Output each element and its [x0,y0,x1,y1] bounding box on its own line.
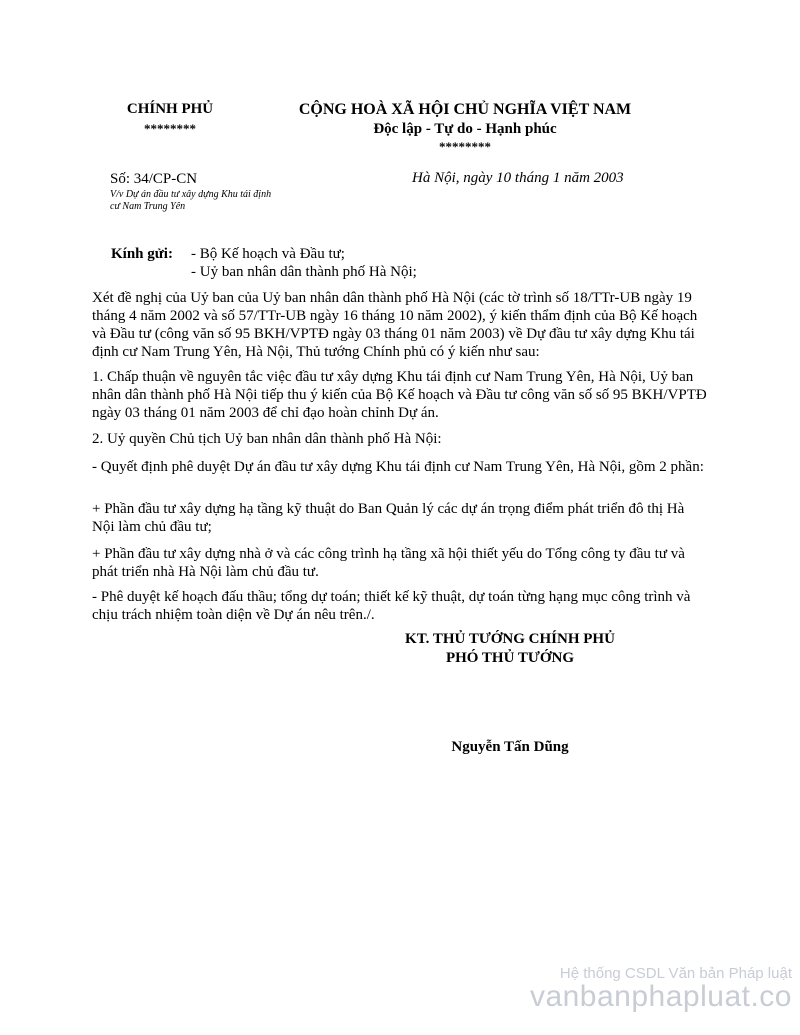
body-paragraph: - Phê duyệt kế hoạch đấu thầu; tổng dự toán; thiết kế kỹ thuật, dự toán từng hạng mục công trình và chịu trách nhiệm toàn diện về Dự án nêu trên./. [92,589,691,623]
signature-position: PHÓ THỦ TƯỚNG [445,650,575,666]
body-paragraph: - Quyết định phê duyệt Dự án đầu tư xây dựng Khu tái định cư Nam Trung Yên, Hà Nội, gồm 2 phần: [92,459,704,475]
signer-name: Nguyễn Tấn Dũng [451,739,569,755]
recipient-item: - Uỷ ban nhân dân thành phố Hà Nội; [191,264,417,280]
issuer-name: CHÍNH PHỦ [126,101,214,117]
issuer-stars: ******** [144,121,196,136]
body-paragraph: + Phần đầu tư xây dựng hạ tầng kỹ thuật do Ban Quản lý các dự án trọng điểm phát triển đô thị Hà Nội làm chủ đầu tư; [92,501,685,535]
subject-line-1: V/v Dự án đầu tư xây dựng Khu tái định [110,189,272,200]
body-paragraph: + Phần đầu tư xây dựng nhà ở và các công trình hạ tầng xã hội thiết yếu do Tổng công ty đầu tư và phát triển nhà Hà Nội làm chủ đầu tư. [92,546,685,580]
national-title: CỘNG HOÀ XÃ HỘI CHỦ NGHĨA VIỆT NAM [298,101,632,118]
recipients-label: Kính gửi: [111,246,173,262]
signature-title: KT. THỦ TƯỚNG CHÍNH PHỦ [405,631,615,647]
body-paragraph: 2. Uỷ quyền Chủ tịch Uỷ ban nhân dân thành phố Hà Nội: [92,431,442,447]
body-paragraph: 1. Chấp thuận về nguyên tắc việc đầu tư xây dựng Khu tái định cư Nam Trung Yên, Hà Nội, Uỷ ban nhân dân thành phố Hà Nội tiếp thu ý kiến của Bộ Kế hoạch và Đầu tư công văn số số 95 BKH/VPTĐ ngày 03 tháng 01 năm 2003 để chỉ đạo hoàn chỉnh Dự án. [92,369,707,421]
document-number: Số: 34/CP-CN [110,171,198,187]
watermark-site: vanbanphapluat.co [529,980,792,1013]
watermark-caption: Hệ thống CSDL Văn bản Pháp luật [559,965,792,982]
body-paragraph: Xét đề nghị của Uỷ ban của Uỷ ban nhân dân thành phố Hà Nội (các tờ trình số 18/TTr-UB ngày 19 tháng 4 năm 2002 và số 57/TTr-UB ngày 16 tháng 10 năm 2002), ý kiến thẩm định của Bộ Kế hoạch và Đầu tư (công văn số 95 BKH/VPTĐ ngày 03 tháng 01 năm 2003) về Dự đầu tư xây dựng Khu tái định cư Nam Trung Yên, Hà Nội, Thủ tướng Chính phủ có ý kiến như sau: [92,290,698,360]
motto-stars: ******** [439,139,491,154]
place-date: Hà Nội, ngày 10 tháng 1 năm 2003 [412,170,624,186]
subject-line-2: cư Nam Trung Yên [110,201,186,212]
recipient-item: - Bộ Kế hoạch và Đầu tư; [191,246,345,262]
national-motto: Độc lập - Tự do - Hạnh phúc [373,121,557,137]
